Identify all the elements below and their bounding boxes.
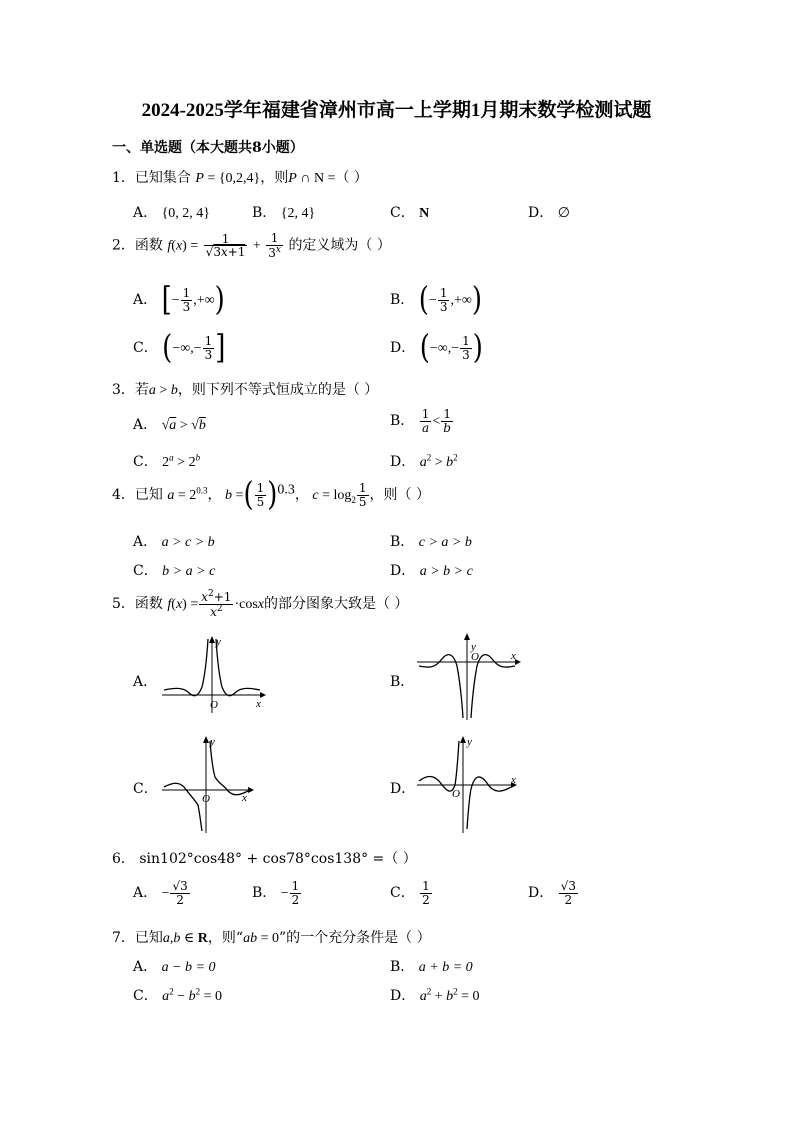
question-3-stem: 3．若a > b，则下列不等式恒成立的是（ ） (112, 382, 379, 398)
q3-option-a[interactable]: A． √a > √b (133, 417, 206, 433)
svg-text:O: O (471, 651, 479, 663)
q2-option-c[interactable]: C． (−∞,− $\frac{1}{3}$ ] (133, 329, 226, 367)
svg-text:x: x (511, 650, 516, 662)
question-4-stem: 4．已知 $a = 2^{0.3}$， b =( $\frac{1}{5}$ )$^{0.3}$， $c = \log_2$ $\frac{1}{5}$ ，则（ ） (112, 476, 430, 514)
q1-option-c[interactable]: C． N (390, 205, 430, 221)
q3-option-c[interactable]: C． $2^a > 2^b$ (133, 452, 201, 470)
q6-option-c[interactable]: C． $\frac{1}{2}$ (390, 879, 430, 907)
q7-option-b[interactable]: B． a + b = 0 (390, 959, 473, 975)
q2-option-b[interactable]: B． (− $\frac{1}{3}$ ,+∞) (390, 281, 482, 319)
question-1-stem: 1．已知集合 P = {0,2,4}，则P ∩ N =（ ） (112, 170, 368, 186)
svg-text:y: y (471, 641, 476, 653)
q7-option-d[interactable]: D． $a^2 + b^2 = 0$ (390, 986, 480, 1004)
graph-d[interactable] (415, 735, 525, 835)
q1-option-d[interactable]: D． ∅ (528, 205, 570, 221)
q4-option-a[interactable]: A． a > c > b (133, 534, 215, 550)
q6-option-b[interactable]: B． − $\frac{1}{2}$ (252, 879, 300, 907)
q4-option-c[interactable]: C． b > a > c (133, 563, 216, 579)
q5-option-b[interactable]: B． (390, 674, 415, 690)
question-2-stem: 2．函数 f(x) = $\frac{1}{√3x+1}$ + $\frac{1}{3^x}$ 的定义域为（ ） (112, 231, 391, 260)
question-5-stem: 5．函数 f(x) = $\frac{x^2+1}{x^2}$ ·cosx的部分图象大致是（ ） (112, 589, 409, 619)
svg-text:x: x (511, 774, 516, 786)
svg-text:O: O (452, 788, 460, 800)
q7-option-a[interactable]: A． a − b = 0 (133, 959, 216, 975)
q2-option-a[interactable]: A． [− $\frac{1}{3}$ ,+∞) (133, 281, 225, 319)
question-6-stem: 6． sin102°cos48° + cos78°cos138° =（ ） (112, 851, 417, 867)
set-expression: P = {0,2,4} (195, 171, 261, 186)
q6-option-d[interactable]: D． $\frac{√3}{2}$ (528, 879, 576, 907)
page-title: 2024-2025学年福建省漳州市高一上学期1月期末数学检测试题 (141, 100, 652, 121)
question-7-stem: 7．已知a,b ∈ R，则“ab = 0”的一个充分条件是（ ） (112, 930, 431, 946)
q4-option-b[interactable]: B． c > a > b (390, 534, 472, 550)
svg-text:x: x (256, 698, 261, 710)
q2-option-d[interactable]: D． (−∞,− $\frac{1}{3}$ ) (390, 329, 483, 367)
q1-option-b[interactable]: B． {2, 4} (252, 205, 316, 221)
svg-text:O: O (202, 793, 210, 805)
q1-option-a[interactable]: A． {0, 2, 4} (133, 205, 211, 221)
graph-a[interactable] (160, 635, 270, 715)
svg-text:y: y (210, 736, 215, 748)
svg-text:x: x (242, 792, 247, 804)
svg-text:y: y (216, 636, 221, 648)
q3-option-d[interactable]: D． $a^2 > b^2$ (390, 452, 458, 470)
svg-text:O: O (210, 699, 218, 711)
q6-option-a[interactable]: A． − $\frac{√3}{2}$ (133, 879, 188, 907)
q5-option-a[interactable]: A． (133, 674, 158, 690)
q3-option-b[interactable]: B． $\frac{1}{a}$ < $\frac{1}{b}$ (390, 407, 451, 435)
q5-option-c[interactable]: C． (133, 781, 158, 797)
q7-option-c[interactable]: C． $a^2 - b^2 = 0$ (133, 986, 222, 1004)
q4-option-d[interactable]: D． a > b > c (390, 563, 473, 579)
q5-option-d[interactable]: D． (390, 781, 416, 797)
graph-c[interactable] (160, 735, 260, 835)
section-heading: 一、单选题（本大题共8小题） (112, 140, 304, 156)
svg-text:y: y (467, 736, 472, 748)
graph-b[interactable] (415, 632, 525, 722)
